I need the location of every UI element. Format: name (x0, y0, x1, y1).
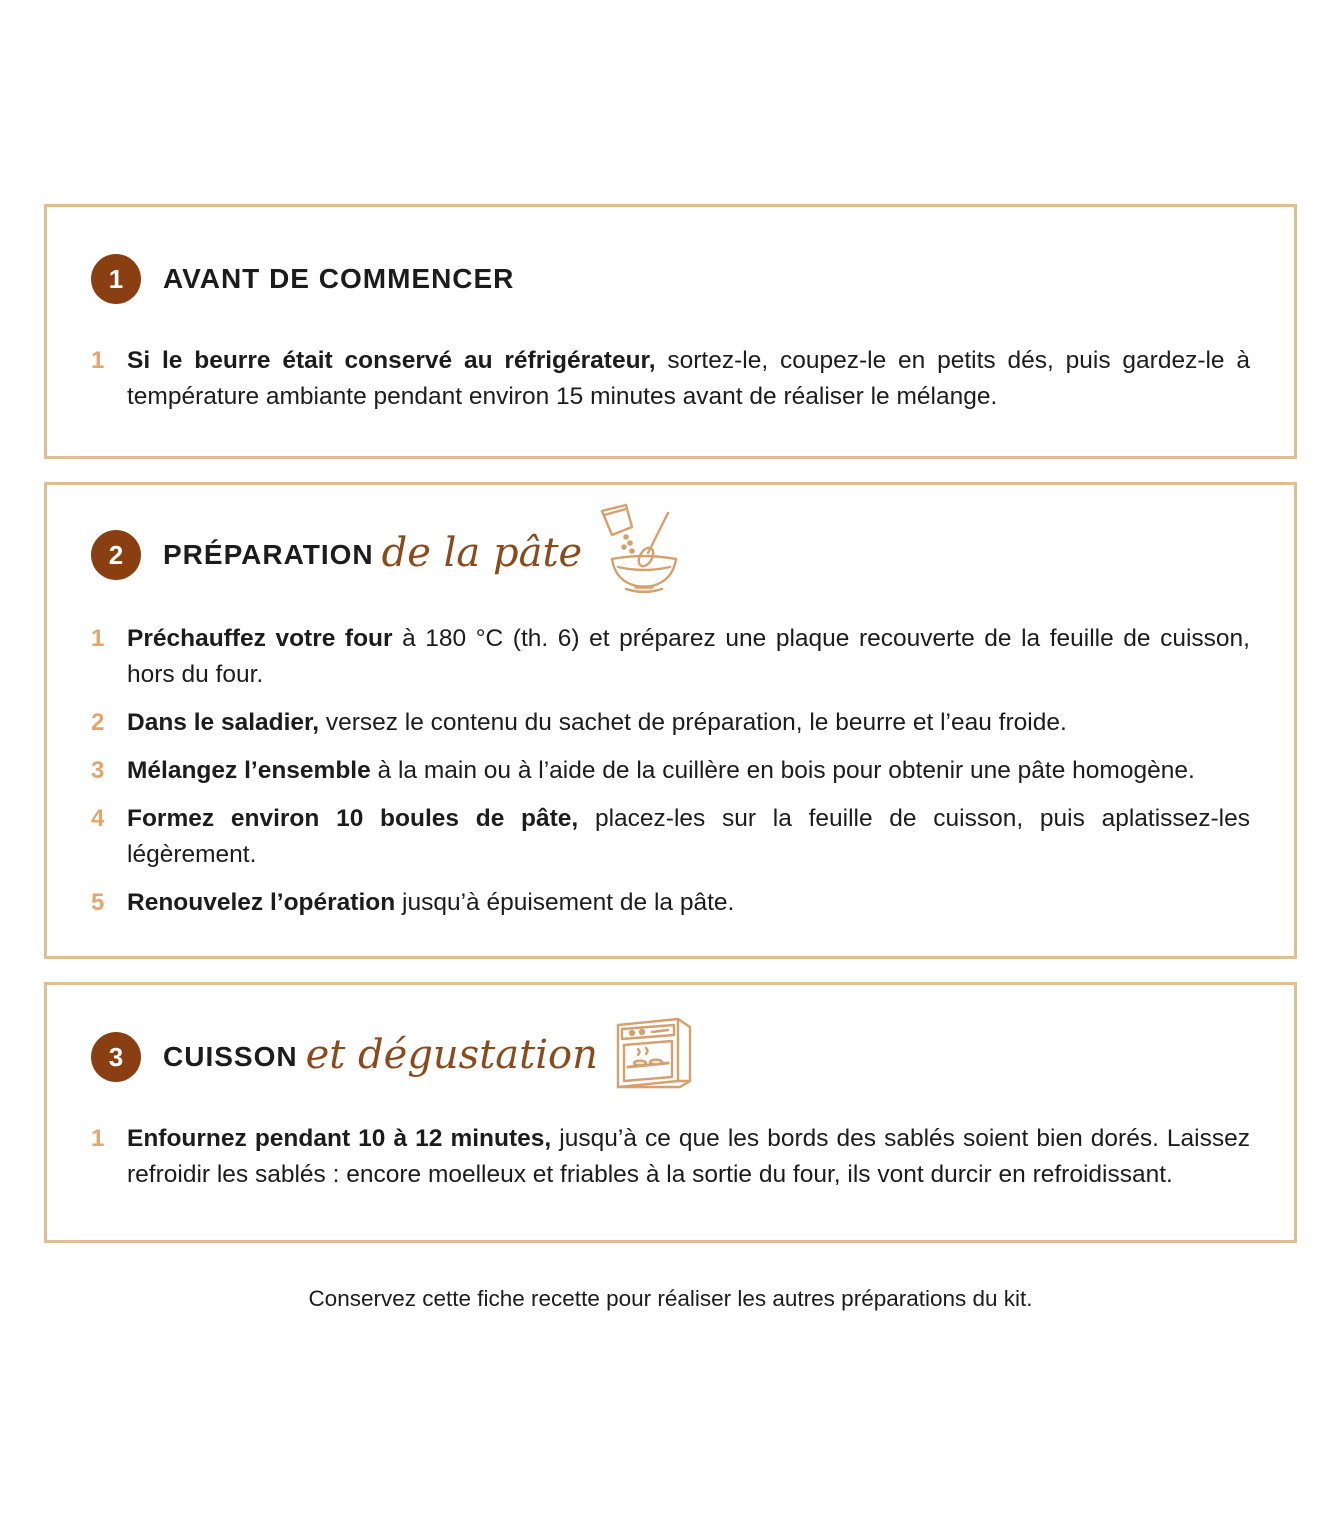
step-number: 1 (91, 1125, 105, 1152)
step-number: 1 (91, 347, 105, 374)
step-text (127, 621, 1250, 693)
step-bold-text: Dans le saladier, (127, 709, 320, 736)
section-number-badge: 2 (91, 530, 141, 580)
section-header (91, 253, 514, 305)
step-body-text: à 180 °C (th. 6) et préparez une plaque recouverte de la feuille de cuisson, hors du four. (127, 625, 1250, 688)
step-body-text: jusqu’à ce que les bords des sablés soient bien dorés. Laissez refroidir les sablés : encore moelleux et friables à la sortie du four, ils vont durcir en refroidissant. (127, 1125, 1250, 1188)
step-number: 2 (91, 709, 105, 736)
step-body-text: placez-les sur la feuille de cuisson, puis aplatissez-les légèrement. (127, 805, 1250, 868)
section-header (91, 529, 688, 581)
section-number-badge: 3 (91, 1032, 141, 1082)
step-number: 1 (91, 625, 105, 652)
section-preparation (44, 482, 1297, 959)
step-text (127, 1121, 1250, 1193)
section-number-badge: 1 (91, 254, 141, 304)
section-cuisson (44, 982, 1297, 1243)
step-body-text: versez le contenu du sachet de préparation, le beurre et l’eau froide. (319, 709, 1067, 736)
section-title: PRÉPARATION (163, 539, 374, 570)
step-item (91, 621, 1250, 693)
mixing-bowl-icon (596, 501, 688, 598)
step-text (127, 801, 1250, 873)
step-bold-text: Formez environ 10 boules de pâte, (127, 805, 579, 832)
section-script-title: de la pâte (381, 530, 583, 576)
step-bold-text: Si le beurre était conservé au réfrigérateur, (127, 347, 656, 374)
step-text (127, 753, 1250, 789)
section-title: CUISSON (163, 1041, 298, 1072)
step-item (91, 753, 1250, 789)
step-number: 3 (91, 757, 105, 784)
section-script-title: et dégustation (305, 1032, 598, 1078)
step-item (91, 1121, 1250, 1193)
step-list (91, 1121, 1250, 1205)
step-list (91, 343, 1250, 427)
step-bold-text: Renouvelez l’opération (127, 889, 396, 916)
section-title: AVANT DE COMMENCER (163, 263, 515, 294)
step-item (91, 885, 1250, 921)
step-bold-text: Mélangez l’ensemble (127, 757, 371, 784)
step-text (127, 885, 1250, 921)
section-avant-de-commencer (44, 204, 1297, 459)
footer-note: Conservez cette fiche recette pour réaliser les autres préparations du kit. (308, 1286, 1033, 1311)
step-item (91, 705, 1250, 741)
step-body-text: sortez-le, coupez-le en petits dés, puis gardez-le à température ambiante pendant environ 15 minutes avant de réaliser le mélange. (127, 347, 1251, 410)
oven-icon (612, 1011, 696, 1096)
step-item (91, 801, 1250, 873)
step-number: 5 (91, 889, 105, 916)
step-item (91, 343, 1250, 415)
section-header (91, 1031, 696, 1083)
step-bold-text: Enfournez pendant 10 à 12 minutes, (127, 1125, 552, 1152)
step-list (91, 621, 1250, 933)
step-text (127, 343, 1250, 415)
step-bold-text: Préchauffez votre four (127, 625, 393, 652)
step-body-text: à la main ou à l’aide de la cuillère en bois pour obtenir une pâte homogène. (370, 757, 1195, 784)
step-text (127, 705, 1250, 741)
step-number: 4 (91, 805, 105, 832)
step-body-text: jusqu’à épuisement de la pâte. (395, 889, 735, 916)
